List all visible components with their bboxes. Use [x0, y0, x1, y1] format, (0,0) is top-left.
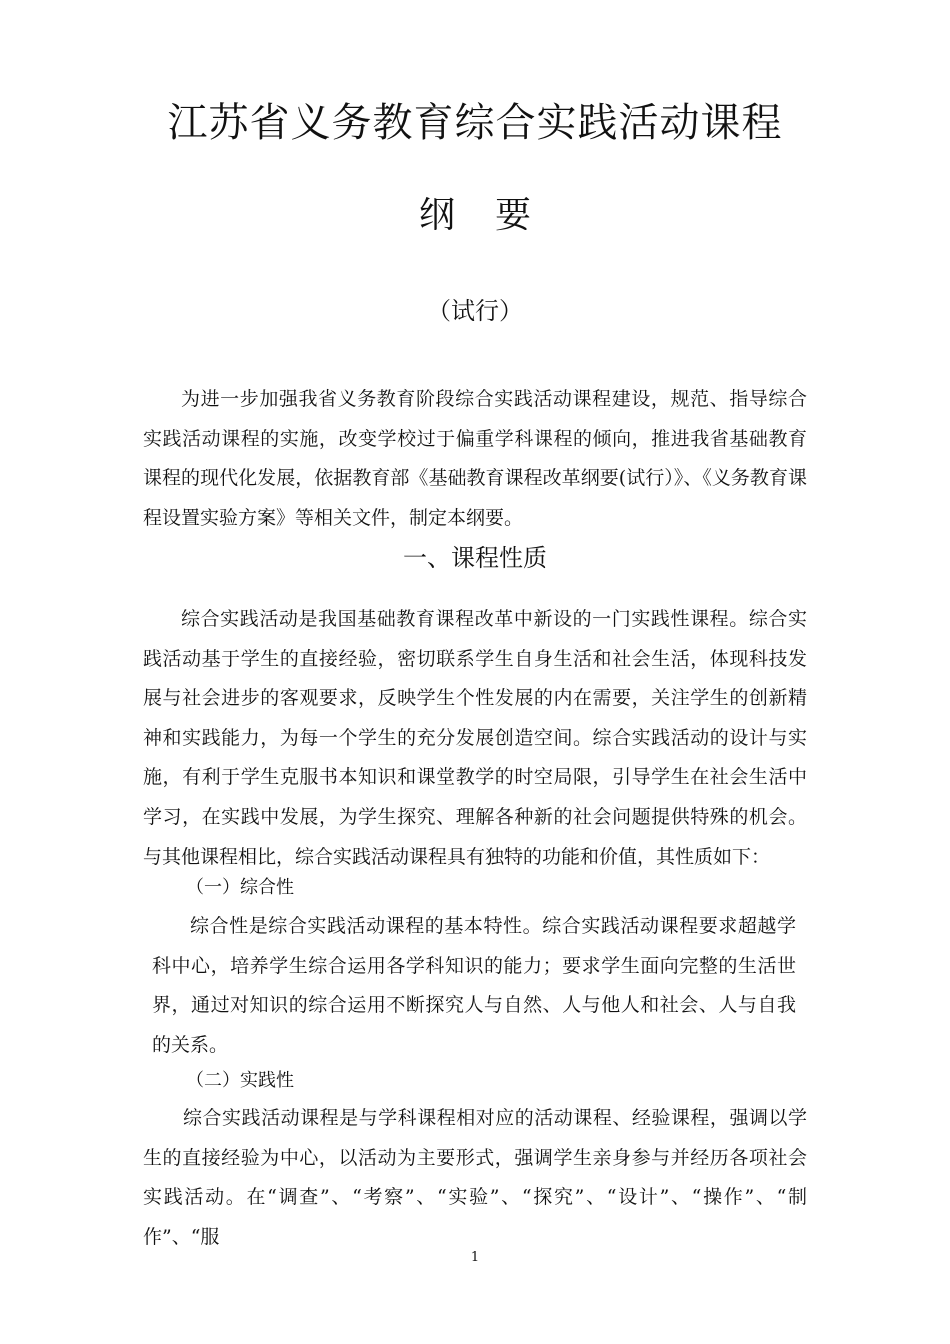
- document-subtitle: 纲要: [418, 195, 571, 236]
- document-title: 江苏省义务教育综合实践活动课程: [167, 100, 783, 146]
- practical-paragraph: 综合实践活动课程是与学科课程相对应的活动课程、经验课程，强调以学生的直接经验为中心，以活动为主要形式，强调学生亲身参与并经历各项社会实践活动。在“调查”、“考察”、“实验”、“探究”、“设计”、“操作”、“制作”、“服: [143, 1107, 807, 1248]
- intro-paragraph: 为进一步加强我省义务教育阶段综合实践活动课程建设，规范、指导综合实践活动课程的实施，改变学校过于偏重学科课程的倾向，推进我省基础教育课程的现代化发展，依据教育部《基础教育课程改革纲要(试行）》、《义务教育课程设置实验方案》等相关文件，制定本纲要。: [143, 388, 807, 529]
- subheading-practical: （二）实践性: [186, 1070, 294, 1091]
- page-number: 1: [470, 1250, 480, 1265]
- comprehensive-paragraph: 综合性是综合实践活动课程的基本特性。综合实践活动课程要求超越学科中心，培养学生综合运用各学科知识的能力；要求学生面向完整的生活世界，通过对知识的综合运用不断探究人与自然、人与他人和社会、人与自我的关系。: [152, 915, 796, 1056]
- section-heading-nature: 一、课程性质: [403, 544, 547, 572]
- section-nature-paragraph: 综合实践活动是我国基础教育课程改革中新设的一门实践性课程。综合实践活动基于学生的直接经验，密切联系学生自身生活和社会生活，体现科技发展与社会进步的客观要求，反映学生个性发展的内在需要，关注学生的创新精神和实践能力，为每一个学生的充分发展创造空间。综合实践活动的设计与实施，有利于学生克服书本知识和课堂教学的时空局限，引导学生在社会生活中学习，在实践中发展，为学生探究、理解各种新的社会问题提供特殊的机会。与其他课程相比，综合实践活动课程具有独特的功能和价值，其性质如下：: [143, 608, 807, 868]
- subheading-comprehensive: （一）综合性: [186, 877, 294, 898]
- trial-note: （试行）: [427, 297, 523, 325]
